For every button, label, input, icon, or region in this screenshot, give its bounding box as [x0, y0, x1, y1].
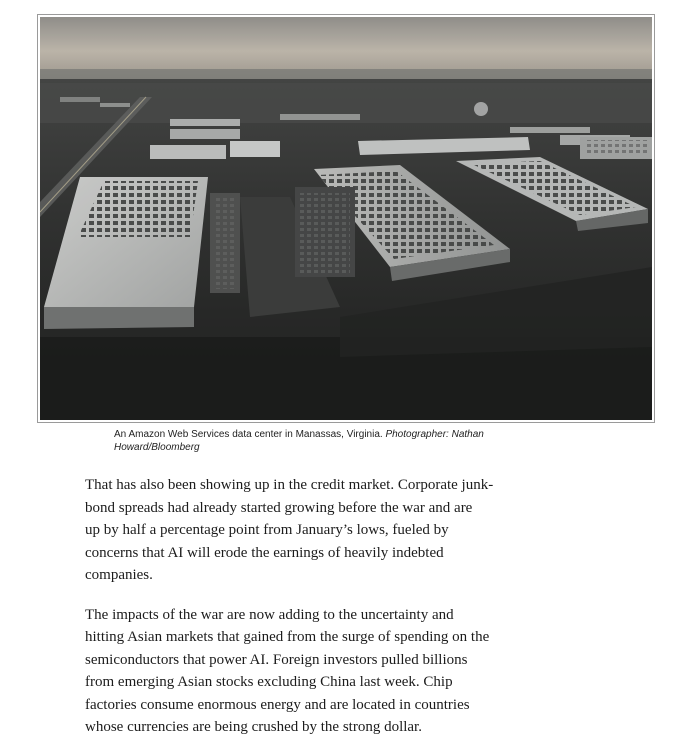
paragraph-line: The impacts of the war are now adding to the uncertainty and: [85, 606, 454, 623]
paragraph-line: hitting Asian markets that gained from the surge of spending on the: [85, 629, 490, 645]
paragraph-line: from emerging Asian stocks excluding China last week. Chip: [85, 674, 453, 690]
paragraph-line: concerns that AI will erode the earnings of heavily indebted: [85, 544, 444, 561]
paragraph-line: That has also been showing up in the credit market. Corporate junk-: [85, 477, 494, 493]
paragraph-line: bond spreads had already started growing before the war and are: [85, 499, 473, 516]
paragraph-line: whose currencies are being crushed by the strong dollar.: [85, 719, 422, 735]
figure-caption: [114, 428, 544, 454]
paragraph-line: factories consume enormous energy and are located in countries: [85, 696, 470, 713]
paragraph-line: companies.: [85, 567, 153, 583]
article-paragraph: [85, 604, 553, 739]
paragraph-line: semiconductors that power AI. Foreign investors pulled billions: [85, 651, 468, 668]
article-paragraph: [85, 474, 553, 587]
caption-credit: Photographer: Nathan Howard/Bloomberg: [114, 429, 484, 453]
data-center-photo: [40, 17, 652, 420]
caption-text: An Amazon Web Services data center in Manassas, Virginia.: [114, 429, 386, 440]
article-body: [85, 474, 553, 756]
paragraph-line: up by half a percentage point from January’s lows, fueled by: [85, 522, 449, 538]
article-figure: [37, 14, 655, 423]
